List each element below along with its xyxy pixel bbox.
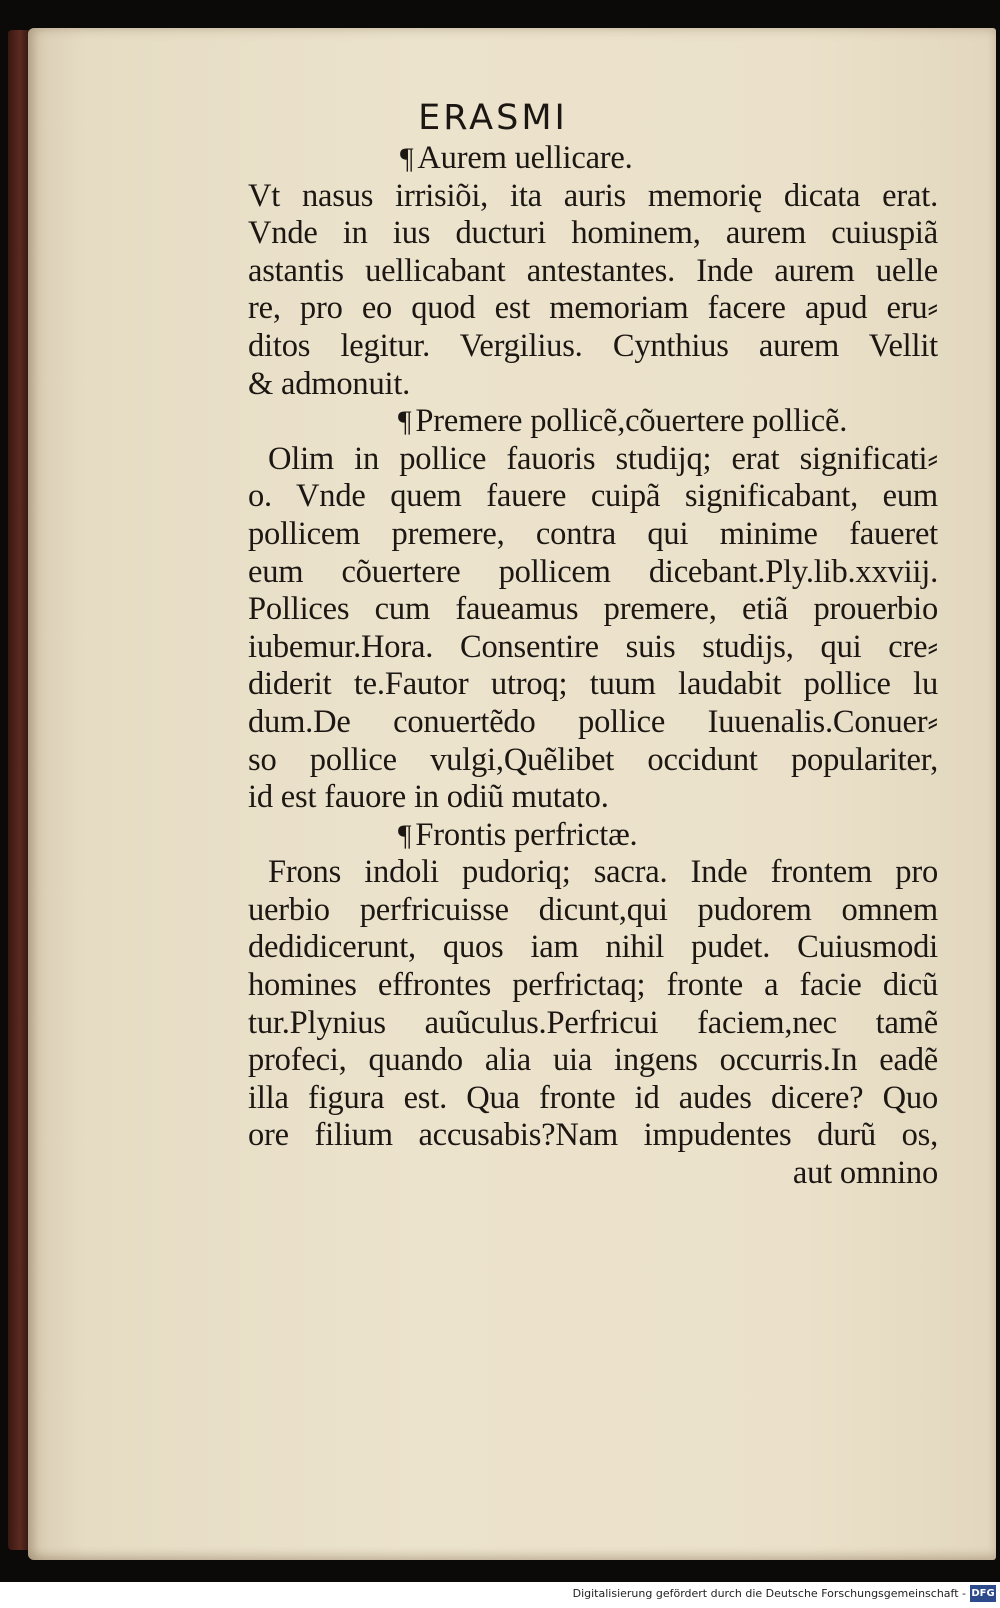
text-line: Vnde in ius ducturi hominem, aurem cuiuspiã (248, 215, 938, 252)
section-heading (248, 140, 938, 178)
text-line: Pollices cum faueamus premere, etiã prouerbio (248, 591, 938, 628)
section-heading-text: Frontis perfrictæ. (415, 816, 638, 853)
section-heading-text: Premere pollicẽ,cõuertere pollicẽ. (415, 403, 848, 440)
text-line: Frons indoli pudoriq; sacra. Inde frontem pro (268, 854, 938, 891)
text-line: ore filium accusabis?Nam impudentes durũ os, (248, 1117, 938, 1154)
text-line: illa figura est. Qua fronte id audes dicere? Quo (248, 1079, 938, 1116)
text-line: astantis uellicabant antestantes. Inde aurem uelle (248, 252, 938, 289)
section-heading (248, 817, 938, 855)
running-head: ERASMI (418, 98, 568, 138)
pilcrow-icon: ¶ (398, 818, 412, 852)
catchword: aut omnino (792, 1155, 938, 1192)
text-line: o. Vnde quem fauere cuipã significabant, eum (248, 478, 938, 515)
page-text-block (248, 98, 938, 1193)
section-heading (248, 403, 938, 441)
text-line: id est fauore in odiũ mutato. (248, 779, 609, 816)
text-line: diderit te.Fautor utroq; tuum laudabit pollice lu (248, 666, 938, 703)
text-line: uerbio perfricuisse dicunt,qui pudorem omnem (248, 891, 938, 928)
section-heading-text: Aurem uellicare. (417, 140, 633, 176)
dfg-logo-icon: DFG (970, 1585, 996, 1602)
footer-credit-text: Digitalisierung gefördert durch die Deutsche Forschungsgemeinschaft - (572, 1587, 966, 1600)
text-line: pollicem premere, contra qui minime faueret (248, 515, 938, 552)
text-line: ditos legitur. Vergilius. Cynthius aurem Vellit (248, 327, 938, 364)
text-line: eum cõuertere pollicem dicebant.Ply.lib.xxviij. (248, 553, 938, 590)
text-line: homines effrontes perfrictaq; fronte a facie dicũ (248, 967, 938, 1004)
text-line: Vt nasus irrisiõi, ita auris memorię dicata erat. (248, 177, 938, 214)
pilcrow-icon: ¶ (400, 142, 414, 175)
text-line: re, pro eo quod est memoriam facere apud eru⸗ (248, 290, 938, 327)
text-line: so pollice vulgi,Quẽlibet occidunt populariter, (248, 741, 938, 778)
text-line: & admonuit. (248, 365, 411, 402)
footer-bar (0, 1582, 1000, 1608)
text-line: iubemur.Hora. Consentire suis studijs, qui cre⸗ (248, 628, 938, 665)
text-line: Olim in pollice fauoris studijq; erat significati⸗ (268, 440, 938, 477)
text-line: dedidicerunt, quos iam nihil pudet. Cuiusmodi (248, 929, 938, 966)
text-line: dum.De conuertẽdo pollice Iuuenalis.Conuer⸗ (248, 703, 938, 740)
text-line: profeci, quando alia uia ingens occurris.In eadẽ (248, 1042, 938, 1079)
text-line: tur.Plynius auũculus.Perfricui faciem,nec tamẽ (248, 1004, 938, 1041)
pilcrow-icon: ¶ (398, 405, 412, 439)
